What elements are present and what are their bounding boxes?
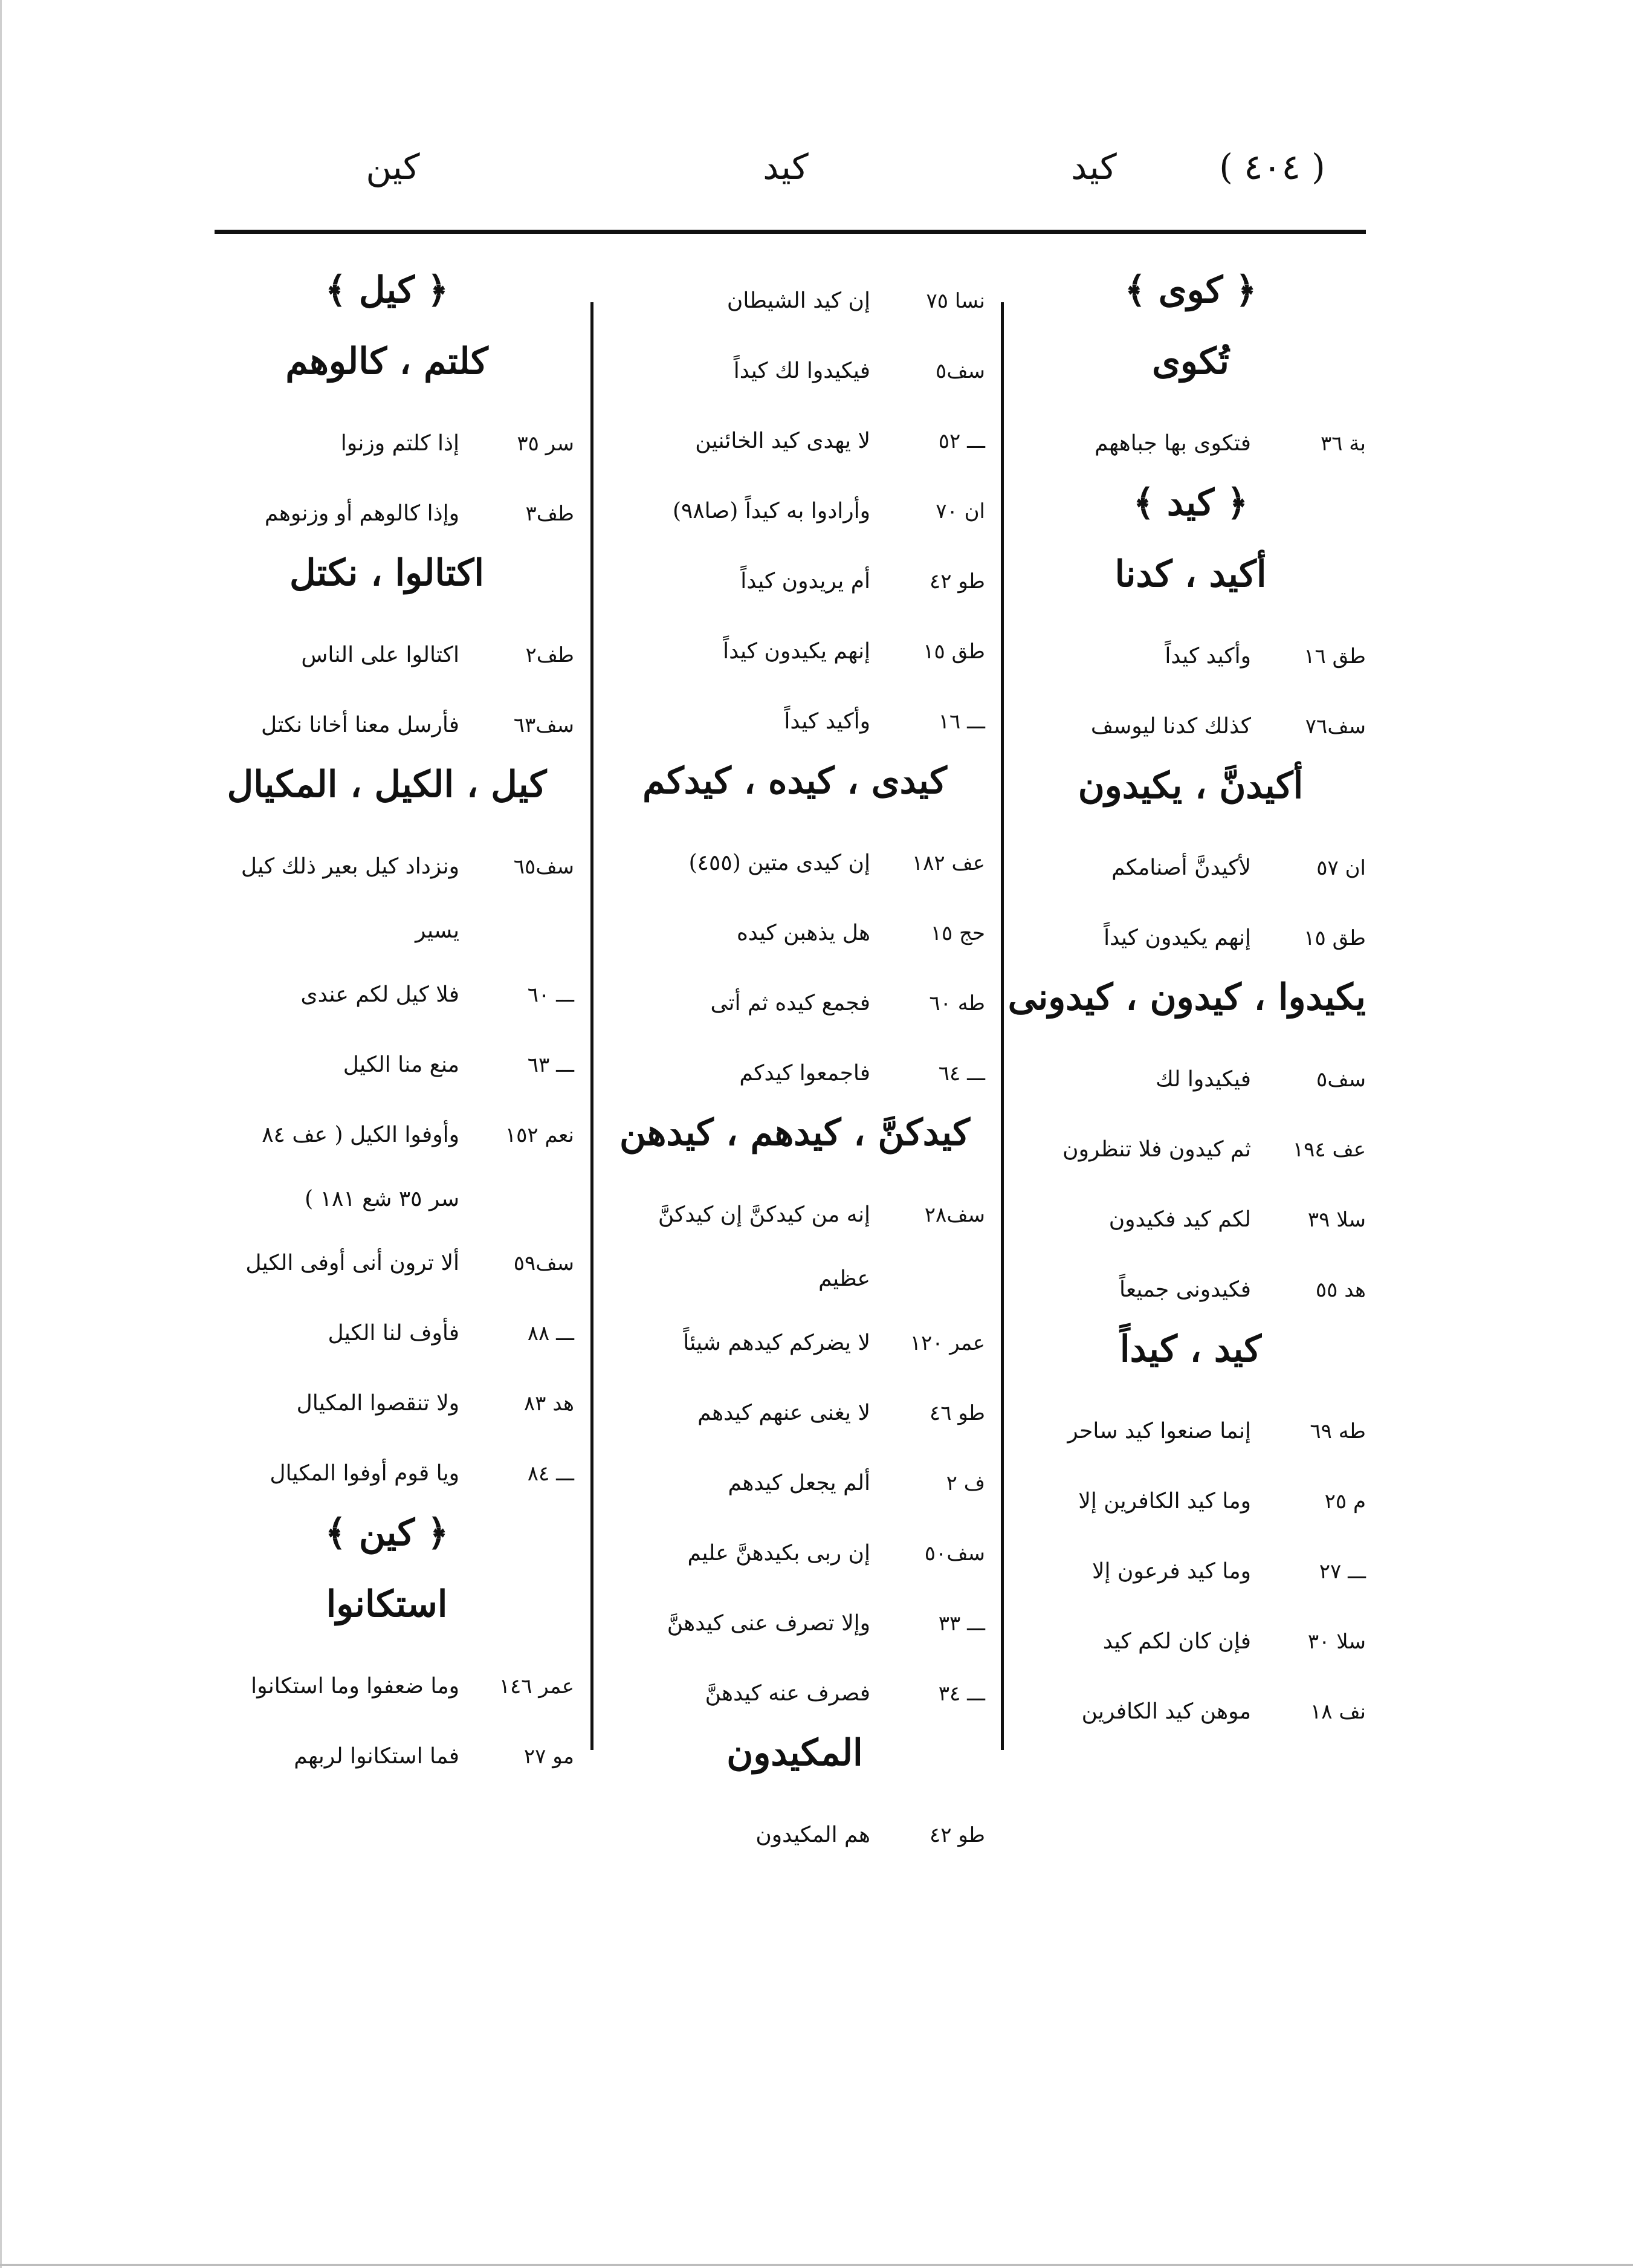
verse-reference: عمر ١٤٦ bbox=[499, 1674, 574, 1699]
verse-entry bbox=[604, 266, 985, 336]
word-heading: أكيد ، كدنا bbox=[1114, 553, 1267, 595]
verse-reference: ـــ ٢٧ bbox=[1319, 1560, 1366, 1584]
scan-left-edge bbox=[0, 0, 2, 2268]
verse-text: إذا كلتم وزنوا bbox=[340, 431, 459, 456]
column-divider-left bbox=[590, 302, 593, 1750]
verse-text: فأوف لنا الكيل bbox=[328, 1321, 459, 1346]
verse-reference: ان ٧٠ bbox=[936, 499, 985, 523]
verse-text: ونزداد كيل بعير ذلك كيل bbox=[241, 854, 459, 879]
verse-reference: سف٥ bbox=[936, 359, 985, 383]
verse-entry bbox=[1015, 1537, 1366, 1607]
verse-text: إنهم يكيدون كيداً bbox=[1104, 925, 1251, 950]
header-rule bbox=[215, 230, 1366, 234]
verse-text: وأرادوا به كيداً (صا٩٨) bbox=[672, 499, 870, 523]
word-heading: يكيدوا ، كيدون ، كيدونى bbox=[1007, 976, 1366, 1019]
verse-entry bbox=[604, 1800, 985, 1870]
header-word-left: كين bbox=[366, 146, 420, 187]
verse-reference: مو ٢٧ bbox=[523, 1745, 574, 1769]
verse-entry bbox=[1015, 1255, 1366, 1325]
verse-entry bbox=[199, 1100, 574, 1170]
verse-text: وما كيد الكافرين إلا bbox=[1078, 1489, 1251, 1514]
verse-entry bbox=[199, 1722, 574, 1792]
verse-entry bbox=[199, 1298, 574, 1369]
verse-entry bbox=[604, 1378, 985, 1448]
verse-text: وإلا تصرف عنى كيدهنَّ bbox=[667, 1611, 870, 1636]
verse-text: ثم كيدون فلا تنظرون bbox=[1062, 1137, 1251, 1162]
verse-entry bbox=[1015, 1677, 1366, 1747]
word-heading: كيدى ، كيده ، كيدكم bbox=[642, 760, 947, 802]
word-heading: كيد ، كيداً bbox=[1119, 1328, 1262, 1370]
verse-reference: طه ٦٩ bbox=[1310, 1419, 1366, 1443]
verse-entry bbox=[1015, 903, 1366, 973]
verse-entry bbox=[199, 479, 574, 549]
verse-entry bbox=[604, 1308, 985, 1378]
verse-text: فاجمعوا كيدكم bbox=[739, 1061, 870, 1086]
verse-reference: م ٢٥ bbox=[1324, 1489, 1366, 1514]
verse-reference: نعم ١٥٢ bbox=[505, 1123, 574, 1147]
verse-reference: عف ١٩٤ bbox=[1292, 1138, 1366, 1162]
verse-text: ألم يجعل كيدهم bbox=[728, 1471, 870, 1495]
verse-entry bbox=[199, 1439, 574, 1509]
verse-entry bbox=[604, 1589, 985, 1659]
verse-entry bbox=[1015, 833, 1366, 903]
verse-text: لأكيدنَّ أصنامكم bbox=[1111, 855, 1251, 880]
verse-reference: هد ٥٥ bbox=[1315, 1278, 1366, 1302]
verse-text: فكيدونى جميعاً bbox=[1119, 1277, 1251, 1302]
word-heading: كيل ، الكيل ، المكيال bbox=[227, 763, 547, 806]
verse-reference: سف٦٥ bbox=[513, 855, 574, 879]
verse-text: هم المكيدون bbox=[755, 1822, 870, 1847]
verse-reference: ـــ ١٦ bbox=[938, 710, 985, 734]
verse-reference: سف٦٣ bbox=[513, 713, 574, 737]
verse-reference: طه ٦٠ bbox=[929, 991, 985, 1016]
verse-reference: سلا ٣٠ bbox=[1307, 1630, 1366, 1654]
verse-entry bbox=[199, 1369, 574, 1439]
verse-text: كذلك كدنا ليوسف bbox=[1090, 714, 1251, 739]
verse-text: إن كيدى متين (٤٥٥) bbox=[688, 850, 870, 875]
verse-entry bbox=[604, 406, 985, 476]
verse-text: فما استكانوا لربهم bbox=[294, 1744, 459, 1769]
verse-entry bbox=[1015, 1045, 1366, 1115]
verse-entry bbox=[1015, 1466, 1366, 1537]
verse-reference: عف ١٨٢ bbox=[911, 851, 985, 875]
header-word-middle: كيد bbox=[763, 146, 809, 187]
verse-reference: ـــ ٨٤ bbox=[527, 1462, 574, 1486]
verse-entry bbox=[1015, 621, 1366, 692]
verse-text: عظيم bbox=[818, 1266, 870, 1291]
verse-reference: سر ٣٥ bbox=[517, 432, 574, 456]
verse-reference: طف٣ bbox=[525, 502, 574, 526]
verse-reference: سلا ٣٩ bbox=[1307, 1208, 1366, 1232]
verse-text: إنه من كيدكنَّ إن كيدكنَّ bbox=[658, 1202, 870, 1227]
column-left bbox=[199, 266, 574, 1792]
verse-text: إنما صنعوا كيد ساحر bbox=[1067, 1419, 1251, 1443]
verse-reference: نسا ٧٥ bbox=[926, 289, 985, 313]
verse-reference: ـــ ٦٣ bbox=[527, 1053, 574, 1077]
verse-entry bbox=[604, 1180, 985, 1250]
verse-reference: سف٥ bbox=[1316, 1068, 1366, 1092]
verse-entry bbox=[1015, 409, 1366, 479]
verse-text: وما ضعفوا وما استكانوا bbox=[251, 1674, 459, 1699]
verse-reference: سف٥٠ bbox=[924, 1541, 985, 1566]
verse-text: وأوفوا الكيل ( عف ٨٤ bbox=[262, 1123, 459, 1147]
verse-text: فيكيدوا لك bbox=[1156, 1067, 1251, 1092]
verse-continuation bbox=[199, 1170, 574, 1228]
verse-text: لا يضركم كيدهم شيئاً bbox=[683, 1330, 870, 1355]
root-heading: ﴿ كيل ﴾ bbox=[325, 269, 449, 311]
verse-text: إنهم يكيدون كيداً bbox=[723, 639, 870, 664]
verse-continuation bbox=[199, 902, 574, 960]
verse-text: فصرف عنه كيدهنَّ bbox=[705, 1681, 870, 1706]
root-heading: ﴿ كيد ﴾ bbox=[1133, 482, 1249, 524]
word-heading: استكانوا bbox=[326, 1583, 448, 1625]
verse-reference: طق ١٥ bbox=[923, 640, 985, 664]
verse-reference: طق ١٥ bbox=[1304, 926, 1366, 950]
verse-reference: ـــ ٨٨ bbox=[527, 1321, 574, 1346]
verse-reference: طو ٤٢ bbox=[930, 1823, 985, 1847]
column-middle bbox=[604, 266, 985, 1870]
verse-reference: سف٢٨ bbox=[924, 1203, 985, 1227]
verse-text: إن كيد الشيطان bbox=[726, 288, 870, 313]
verse-reference: ـــ ٥٢ bbox=[938, 429, 985, 453]
verse-entry bbox=[199, 690, 574, 760]
verse-reference: ـــ ٦٤ bbox=[938, 1061, 985, 1086]
verse-reference: ـــ ٣٣ bbox=[938, 1612, 985, 1636]
verse-text: هل يذهبن كيده bbox=[736, 921, 870, 945]
verse-text: فإن كان لكم كيد bbox=[1102, 1629, 1251, 1654]
scan-bottom-edge bbox=[0, 2264, 1633, 2266]
verse-reference: ف ٢ bbox=[946, 1471, 985, 1495]
verse-entry bbox=[1015, 1115, 1366, 1185]
verse-text: ألا ترون أنى أوفى الكيل bbox=[245, 1251, 459, 1275]
word-heading: تُكوى bbox=[1152, 340, 1229, 383]
verse-entry bbox=[604, 1659, 985, 1729]
verse-text: لا يهدى كيد الخائنين bbox=[695, 429, 870, 453]
verse-text: فجمع كيده ثم أتى bbox=[710, 991, 870, 1016]
verse-text: سر ٣٥ شع ١٨١ ) bbox=[305, 1187, 459, 1211]
word-heading: كيدكنَّ ، كيدهم ، كيدهن bbox=[619, 1112, 970, 1154]
verse-entry bbox=[1015, 1185, 1366, 1255]
verse-entry bbox=[199, 1651, 574, 1722]
verse-text: إن ربى بكيدهنَّ عليم bbox=[687, 1541, 870, 1566]
verse-entry bbox=[604, 336, 985, 406]
word-heading: كلتم ، كالوهم bbox=[285, 340, 488, 383]
verse-entry bbox=[604, 1448, 985, 1518]
verse-entry bbox=[604, 898, 985, 968]
verse-entry bbox=[604, 476, 985, 546]
verse-entry bbox=[199, 1228, 574, 1298]
verse-entry bbox=[199, 620, 574, 690]
verse-entry bbox=[199, 832, 574, 902]
verse-text: وأكيد كيداً bbox=[1165, 644, 1251, 669]
verse-text: فيكيدوا لك كيداً bbox=[733, 358, 870, 383]
verse-reference: سف٥٩ bbox=[513, 1251, 574, 1275]
verse-entry bbox=[604, 617, 985, 687]
verse-reference: طف٢ bbox=[525, 643, 574, 667]
verse-text: وأكيد كيداً bbox=[784, 709, 870, 734]
verse-entry bbox=[199, 960, 574, 1030]
verse-text: اكتالوا على الناس bbox=[301, 643, 459, 667]
verse-continuation bbox=[604, 1250, 985, 1308]
verse-entry bbox=[199, 1030, 574, 1100]
verse-reference: هد ٨٣ bbox=[523, 1392, 574, 1416]
column-divider-right bbox=[1001, 302, 1004, 1750]
verse-reference: ـــ ٦٠ bbox=[527, 983, 574, 1007]
verse-reference: عمر ١٢٠ bbox=[910, 1331, 985, 1355]
word-heading: اكتالوا ، نكتل bbox=[289, 552, 485, 594]
verse-reference: سف٧٦ bbox=[1305, 714, 1366, 739]
verse-reference: نف ١٨ bbox=[1310, 1700, 1366, 1724]
verse-entry bbox=[1015, 692, 1366, 762]
verse-reference: طو ٤٢ bbox=[930, 569, 985, 594]
verse-entry bbox=[604, 687, 985, 757]
verse-reference: ـــ ٣٤ bbox=[938, 1682, 985, 1706]
verse-text: فلا كيل لكم عندى bbox=[300, 982, 459, 1007]
verse-entry bbox=[604, 546, 985, 617]
verse-text: ويا قوم أوفوا المكيال bbox=[270, 1461, 459, 1486]
verse-entry bbox=[199, 409, 574, 479]
verse-text: ولا تنقصوا المكيال bbox=[296, 1391, 459, 1416]
verse-text: وإذا كالوهم أو وزنوهم bbox=[264, 501, 459, 526]
verse-entry bbox=[604, 968, 985, 1038]
page-number: ( ٤٠٤ ) bbox=[1219, 146, 1325, 187]
verse-reference: طو ٤٦ bbox=[930, 1401, 985, 1425]
verse-text: يسير bbox=[415, 918, 459, 943]
word-heading: أكيدنَّ ، يكيدون bbox=[1078, 765, 1304, 807]
verse-text: أم يريدون كيداً bbox=[740, 569, 870, 594]
verse-entry bbox=[604, 828, 985, 898]
root-heading: ﴿ كوى ﴾ bbox=[1124, 269, 1257, 311]
verse-reference: حج ١٥ bbox=[930, 921, 985, 945]
verse-entry bbox=[1015, 1396, 1366, 1466]
verse-entry bbox=[1015, 1607, 1366, 1677]
verse-reference: طق ١٦ bbox=[1304, 644, 1366, 669]
verse-reference: بة ٣٦ bbox=[1320, 432, 1366, 456]
column-right bbox=[1007, 266, 1366, 1747]
verse-text: لكم كيد فكيدون bbox=[1108, 1207, 1251, 1232]
header-word-right: كيد bbox=[1071, 146, 1117, 187]
verse-entry bbox=[604, 1518, 985, 1589]
verse-text: فأرسل معنا أخانا نكتل bbox=[260, 713, 459, 737]
verse-entry bbox=[604, 1038, 985, 1109]
verse-text: منع منا الكيل bbox=[343, 1052, 459, 1077]
verse-reference: ان ٥٧ bbox=[1316, 856, 1366, 880]
verse-text: موهن كيد الكافرين bbox=[1081, 1699, 1251, 1724]
word-heading: المكيدون bbox=[726, 1732, 863, 1774]
verse-text: وما كيد فرعون إلا bbox=[1092, 1559, 1251, 1584]
verse-text: لا يغنى عنهم كيدهم bbox=[697, 1401, 870, 1425]
root-heading: ﴿ كين ﴾ bbox=[325, 1512, 449, 1554]
verse-text: فتكوى بها جباههم bbox=[1095, 431, 1251, 456]
